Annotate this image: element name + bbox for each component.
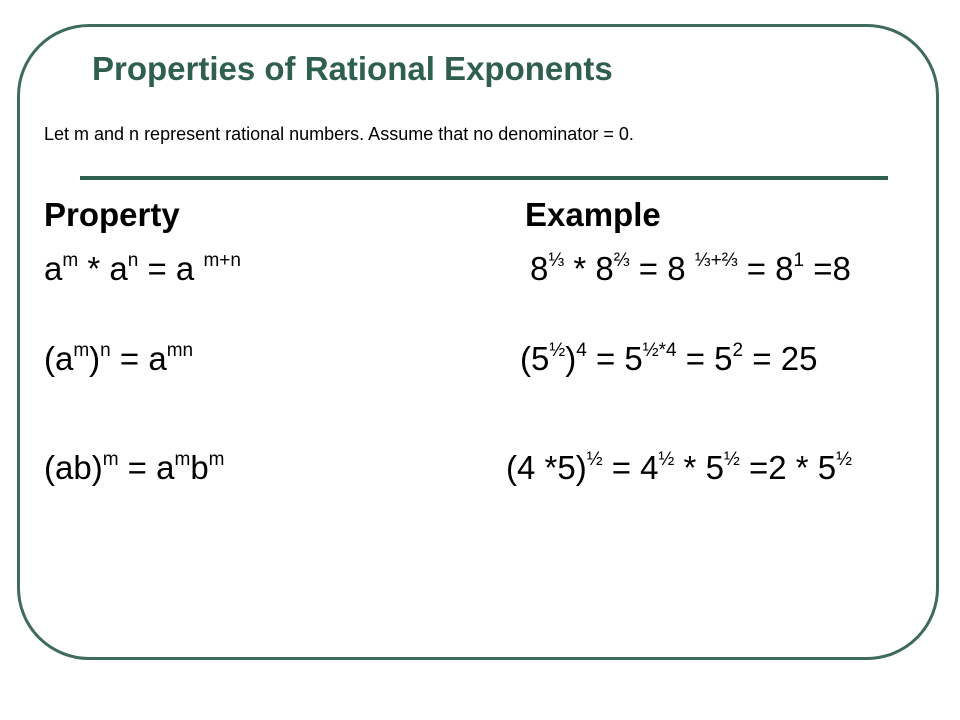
formula-text: = a (138, 250, 204, 287)
formula-text: =8 (804, 250, 851, 287)
formula-text: ) (565, 340, 577, 377)
formula-text: (5 (520, 340, 550, 377)
formula-text: = 25 (743, 340, 818, 377)
formula-text: * a (78, 250, 128, 287)
formula-exponent: ½*4 (642, 340, 677, 361)
example-power-of-product (506, 451, 852, 484)
formula-text: * 8 (564, 250, 614, 287)
formula-exponent: 2 (732, 340, 744, 361)
property-product-of-powers (44, 252, 241, 285)
formula-text: = 4 (602, 449, 659, 486)
slide-title: Properties of Rational Exponents (92, 50, 613, 87)
formula-text: (a (44, 340, 74, 377)
formula-text: * 5 (674, 449, 724, 486)
formula-exponent: m (208, 449, 225, 470)
formula-exponent: mn (166, 340, 194, 361)
formula-exponent: n (100, 340, 111, 361)
formula-exponent: ½ (723, 449, 740, 470)
formula-exponent: ⅔ (613, 250, 630, 271)
formula-exponent: ½ (836, 449, 852, 470)
formula-exponent: m (62, 250, 79, 271)
formula-text: b (190, 449, 209, 486)
formula-exponent: m+n (203, 250, 241, 271)
formula-exponent: n (127, 250, 139, 271)
formula-text: = 8 (737, 250, 794, 287)
formula-text: = a (110, 340, 167, 377)
formula-text: ) (89, 340, 101, 377)
formula-text: 8 (530, 250, 549, 287)
formula-text: = 5 (586, 340, 643, 377)
formula-text: = a (118, 449, 175, 486)
divider-line (80, 176, 888, 180)
property-power-of-power (44, 342, 193, 375)
formula-exponent: 4 (576, 340, 587, 361)
formula-text: (4 *5) (506, 449, 587, 486)
formula-exponent: ⅓+⅔ (694, 250, 738, 271)
formula-text: (ab) (44, 449, 103, 486)
formula-text: = 8 (629, 250, 695, 287)
formula-exponent: m (73, 340, 90, 361)
formula-text: =2 * 5 (739, 449, 837, 486)
formula-exponent: ½ (586, 449, 603, 470)
formula-exponent: m (174, 449, 191, 470)
formula-text: = 5 (676, 340, 733, 377)
formula-exponent: 1 (793, 250, 805, 271)
formula-exponent: ½ (549, 340, 566, 361)
formula-text: a (44, 250, 63, 287)
property-power-of-product (44, 451, 225, 484)
formula-exponent: ½ (658, 449, 675, 470)
slide-subtitle: Let m and n represent rational numbers. Assume that no denominator = 0. (44, 124, 634, 144)
formula-exponent: m (102, 449, 119, 470)
property-column-header: Property (44, 196, 180, 233)
formula-exponent: ⅓ (548, 250, 565, 271)
example-power-of-power (520, 342, 817, 375)
example-column-header: Example (525, 196, 661, 233)
example-product-of-powers (530, 252, 851, 285)
